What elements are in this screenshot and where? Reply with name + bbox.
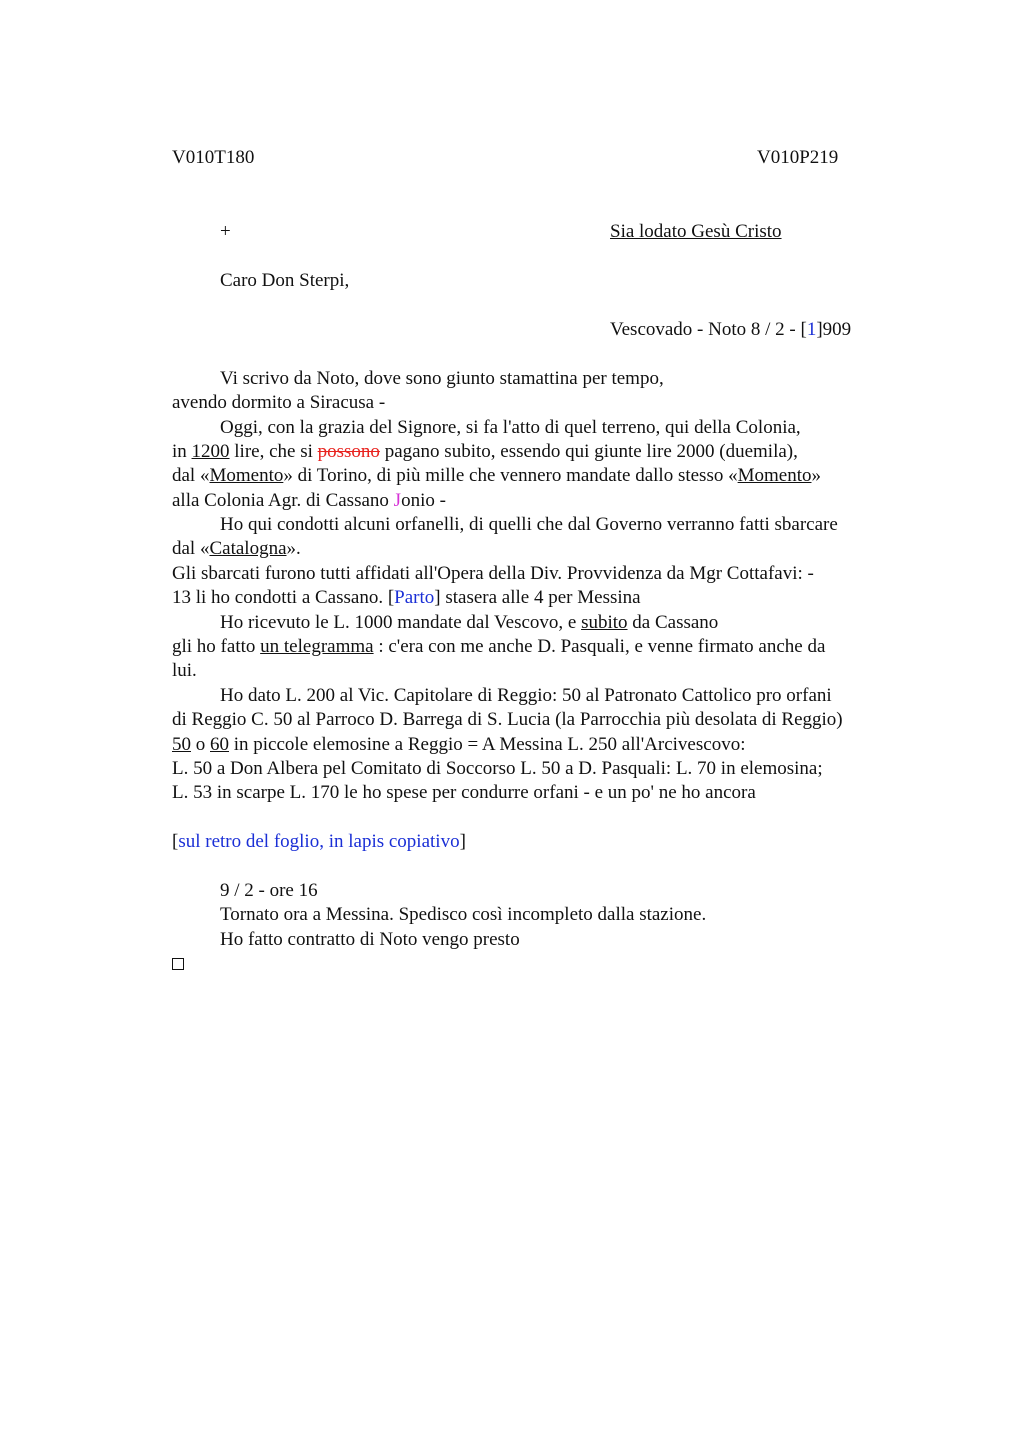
invocation: Sia lodato Gesù Cristo: [610, 221, 782, 243]
body-line: Ho qui condotti alcuni orfanelli, di quelli che dal Governo verranno fatti sbarcare: [220, 514, 838, 536]
body-line: Gli sbarcati furono tutti affidati all'Opera della Div. Provvidenza da Mgr Cottafavi: -: [172, 562, 814, 584]
body-line: Oggi, con la grazia del Signore, si fa l'atto di quel terreno, qui della Colonia,: [220, 416, 801, 438]
salutation: Caro Don Sterpi,: [220, 270, 350, 292]
header-codes: [172, 146, 912, 170]
body-line: alla Colonia Agr. di Cassano Jonio -: [172, 489, 446, 511]
letter-page: [172, 146, 912, 977]
body-line: di Reggio C. 50 al Parroco D. Barrega di S. Lucia (la Parrocchia più desolata di Reggio): [172, 709, 843, 731]
end-box-icon: [172, 952, 912, 976]
editorial-note: [sul retro del foglio, in lapis copiativo]: [172, 831, 466, 853]
body-line: dal «Catalogna».: [172, 538, 301, 560]
editorial-insert: 1: [806, 318, 817, 340]
body-line: Ho dato L. 200 al Vic. Capitolare di Reggio: 50 al Patronato Cattolico pro orfani: [220, 684, 832, 706]
verso-line: 9 / 2 - ore 16: [220, 879, 318, 901]
cross-mark: +: [220, 221, 231, 243]
verso-line: Tornato ora a Messina. Spedisco così incompleto dalla stazione.: [220, 904, 707, 926]
verso-line: Ho fatto contratto di Noto vengo presto: [220, 928, 520, 950]
body-line: L. 50 a Don Albera pel Comitato di Soccorso L. 50 a D. Pasquali: L. 70 in elemosina;: [172, 757, 823, 779]
left-code: V010T180: [172, 147, 255, 168]
place-date: Vescovado - Noto 8 / 2 - [1]909: [610, 318, 852, 340]
underlined-amount: 1200: [191, 440, 230, 462]
right-code: V010P219: [757, 147, 839, 168]
deleted-word: possono: [317, 440, 380, 462]
body-line: in 1200 lire, che si possono pagano subito, essendo qui giunte lire 2000 (duemila),: [172, 440, 798, 462]
body-line: Ho ricevuto le L. 1000 mandate dal Vescovo, e subito da Cassano: [220, 611, 719, 633]
body-line: lui.: [172, 660, 197, 682]
corrected-letter: J: [393, 489, 402, 511]
body-line: 50 o 60 in piccole elemosine a Reggio = A Messina L. 250 all'Arcivescovo:: [172, 733, 746, 755]
body-line: L. 53 in scarpe L. 170 le ho spese per condurre orfani - e un po' ne ho ancora: [172, 782, 756, 804]
body-line: dal «Momento» di Torino, di più mille che vennero mandate dallo stesso «Momento»: [172, 465, 821, 487]
body-line: gli ho fatto un telegramma : c'era con me anche D. Pasquali, e venne firmato anche da: [172, 636, 826, 658]
body-line: avendo dormito a Siracusa -: [172, 392, 386, 414]
body-line: Vi scrivo da Noto, dove sono giunto stamattina per tempo,: [220, 367, 664, 389]
body-line: 13 li ho condotti a Cassano. [Parto] stasera alle 4 per Messina: [172, 587, 641, 609]
editorial-insert: Parto: [394, 587, 435, 609]
invocation-line: [172, 220, 912, 244]
